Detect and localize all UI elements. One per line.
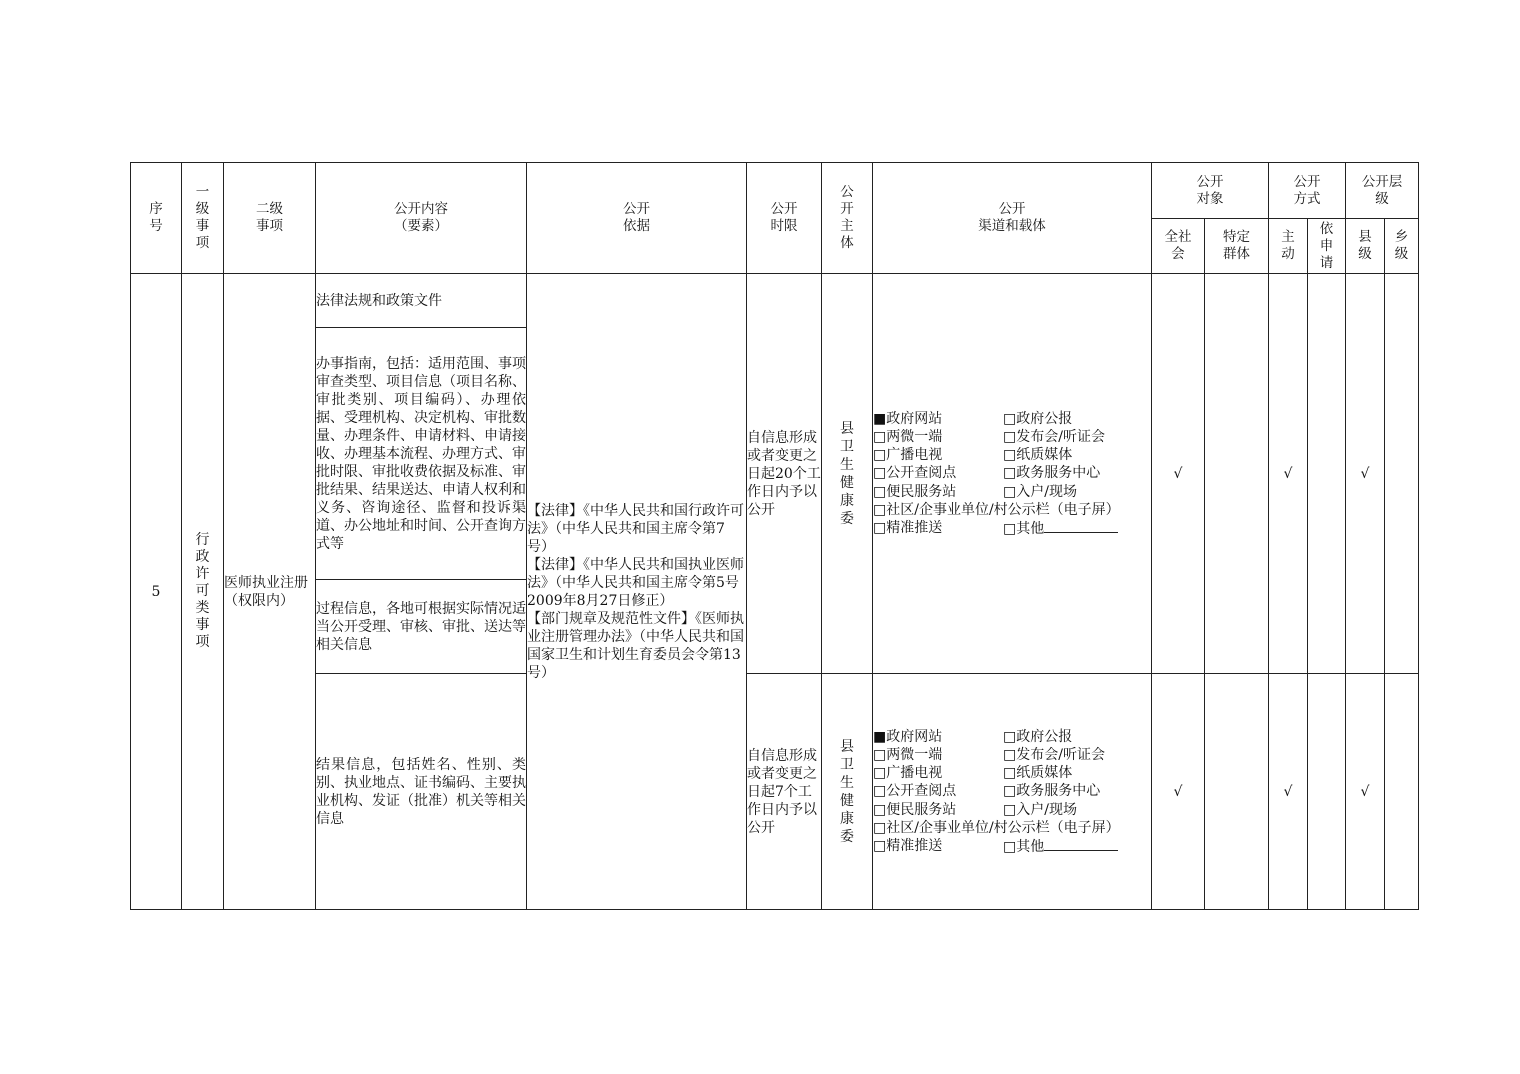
tick-level-town-1 <box>1385 274 1419 674</box>
period-1: 自信息形成或者变更之日起20个工作日内予以公开 <box>747 274 822 674</box>
subject-1-text: 县卫生健康委 <box>840 420 854 527</box>
channel-print-media: □纸质媒体 <box>1003 447 1073 464</box>
channel-bulletin-board: □社区/企事业单位/村公示栏（电子屏） <box>873 501 1120 518</box>
header-mode-active: 主 动 <box>1269 219 1308 274</box>
table-row <box>131 274 1419 328</box>
header-level-town: 乡 级 <box>1385 219 1419 274</box>
disclosure-table <box>130 162 1419 910</box>
tick-target-all-2: √ <box>1152 674 1205 910</box>
channel-on-site: □入户/现场 <box>1003 483 1077 500</box>
tick-level-county-2: √ <box>1346 674 1385 910</box>
channels-2 <box>873 674 1152 910</box>
header-level-county: 县 级 <box>1346 219 1385 274</box>
channel-radio-tv: □广播电视 <box>873 765 943 782</box>
row-seq: 5 <box>131 274 182 910</box>
channel-gov-website: ■政府网站 <box>873 728 943 745</box>
row-cat1 <box>182 274 224 910</box>
channel-print-media: □纸质媒体 <box>1003 765 1073 782</box>
header-cat1: 一 级 事 项 <box>182 163 224 274</box>
header-mode-apply: 依 申 请 <box>1308 219 1346 274</box>
row-cat2: 医师执业注册（权限内） <box>224 274 316 910</box>
header-row-1 <box>131 163 1419 219</box>
channel-press-hearing: □发布会/听证会 <box>1003 747 1105 764</box>
blank-line <box>1044 519 1118 533</box>
channel-other-label: □其他 <box>1003 838 1045 855</box>
channel-service-station: □便民服务站 <box>873 483 957 500</box>
header-target-group: 特定 群体 <box>1205 219 1269 274</box>
channel-gov-gazette: □政府公报 <box>1003 728 1073 745</box>
channel-service-center: □政务服务中心 <box>1003 465 1101 482</box>
tick-mode-active-2: √ <box>1269 674 1308 910</box>
tick-level-county-1: √ <box>1346 274 1385 674</box>
header-level: 公开层 级 <box>1346 163 1419 219</box>
subject-2 <box>822 674 873 910</box>
tick-mode-active-1: √ <box>1269 274 1308 674</box>
header-content: 公开内容 （要素） <box>316 163 527 274</box>
channel-press-hearing: □发布会/听证会 <box>1003 429 1105 446</box>
channel-wechat-weibo-app: □两微一端 <box>873 747 943 764</box>
content-process: 过程信息，各地可根据实际情况适当公开受理、审核、审批、送达等相关信息 <box>316 580 527 674</box>
channel-on-site: □入户/现场 <box>1003 801 1077 818</box>
subject-2-text: 县卫生健康委 <box>840 738 854 845</box>
channel-service-station: □便民服务站 <box>873 801 957 818</box>
header-target-all: 全社 会 <box>1152 219 1205 274</box>
tick-mode-apply-2 <box>1308 674 1346 910</box>
content-guide: 办事指南，包括：适用范围、事项审查类型、项目信息（项目名称、审批类别、项目编码）、办理依据、受理机构、决定机构、审批数量、办理条件、申请材料、申请接收、办理基本流程、办理方式、审批时限、审批收费依据及标准、审批结果、结果送达、申请人权利和义务、咨询途径、监督和投诉渠道、办公地址和时间、公开查询方式等 <box>316 328 527 580</box>
channel-other <box>1003 837 1118 855</box>
tick-level-town-2 <box>1385 674 1419 910</box>
channel-gov-website: ■政府网站 <box>873 410 943 427</box>
header-subject: 公 开 主 体 <box>822 163 873 274</box>
subject-1 <box>822 274 873 674</box>
channel-radio-tv: □广播电视 <box>873 447 943 464</box>
period-2: 自信息形成或者变更之日起7个工作日内予以公开 <box>747 674 822 910</box>
tick-target-group-2 <box>1205 674 1269 910</box>
channel-other-label: □其他 <box>1003 520 1045 537</box>
channel-service-center: □政务服务中心 <box>1003 783 1101 800</box>
tick-target-all-1: √ <box>1152 274 1205 674</box>
channel-other <box>1003 519 1118 537</box>
header-cat2: 二级 事项 <box>224 163 316 274</box>
table-row <box>131 674 1419 910</box>
blank-line <box>1044 837 1118 851</box>
channel-reading-point: □公开查阅点 <box>873 465 957 482</box>
channel-gov-gazette: □政府公报 <box>1003 410 1073 427</box>
row-basis: 【法律】《中华人民共和国行政许可法》（中华人民共和国主席令第7号） 【法律】《中华人民共和国执业医师法》（中华人民共和国主席令第5号 2009年8月27日修正） 【部门规章及规范性文件】《医师执业注册管理办法》（中华人民共和国国家卫生和计划生育委员会令第13号） <box>527 274 747 910</box>
header-seq: 序 号 <box>131 163 182 274</box>
channels-1 <box>873 274 1152 674</box>
content-laws: 法律法规和政策文件 <box>316 274 527 328</box>
header-basis: 公开 依据 <box>527 163 747 274</box>
header-mode: 公开 方式 <box>1269 163 1346 219</box>
channel-bulletin-board: □社区/企事业单位/村公示栏（电子屏） <box>873 819 1120 836</box>
header-target: 公开 对象 <box>1152 163 1269 219</box>
tick-target-group-1 <box>1205 274 1269 674</box>
header-channel: 公开 渠道和载体 <box>873 163 1152 274</box>
content-result: 结果信息，包括姓名、性别、类别、执业地点、证书编码、主要执业机构、发证（批准）机关等相关信息 <box>316 674 527 910</box>
header-period: 公开 时限 <box>747 163 822 274</box>
channel-reading-point: □公开查阅点 <box>873 783 957 800</box>
row-cat1-text: 行政许可类事项 <box>195 532 210 650</box>
tick-mode-apply-1 <box>1308 274 1346 674</box>
channel-targeted-push: □精准推送 <box>873 519 943 536</box>
channel-wechat-weibo-app: □两微一端 <box>873 429 943 446</box>
channel-targeted-push: □精准推送 <box>873 837 943 854</box>
